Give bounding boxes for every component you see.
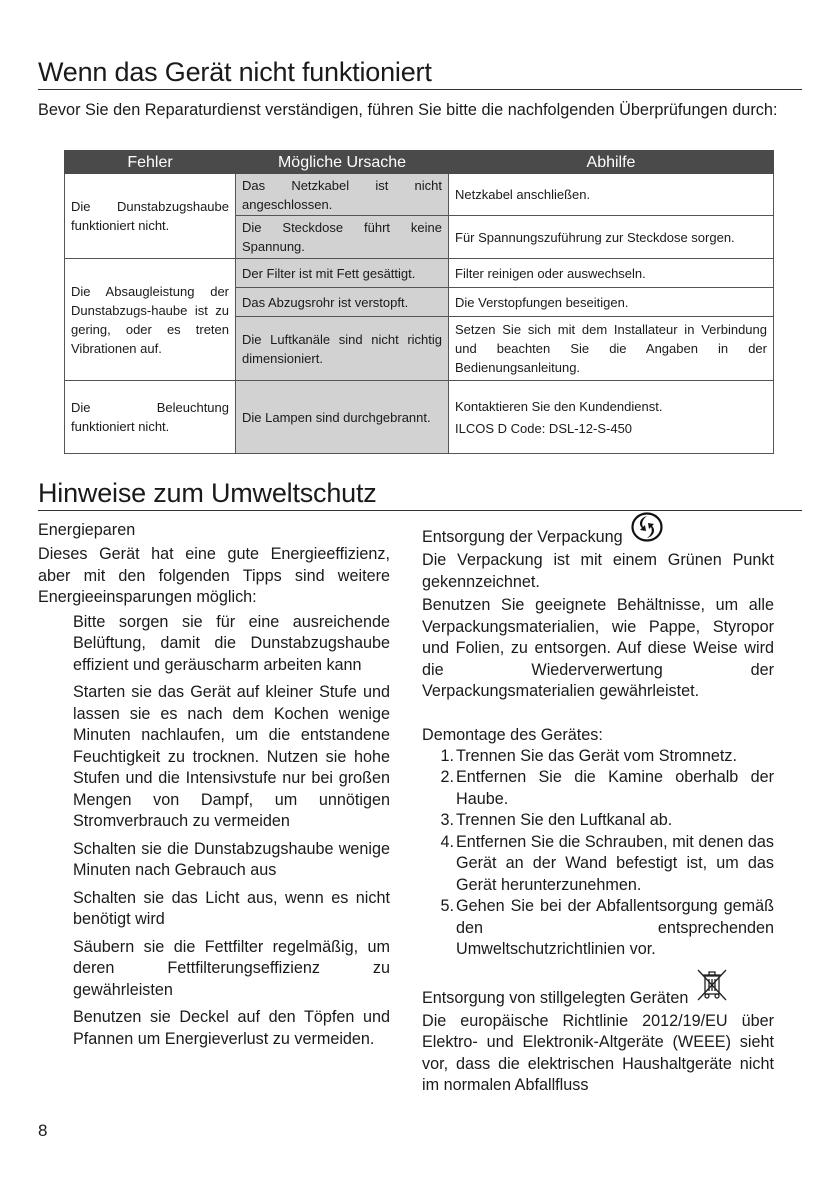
abhilfe-cell: Setzen Sie sich mit dem Installateur in Verbindung und beachten Sie die Angaben in der Bedienungsanleitung. — [449, 317, 774, 381]
list-item — [438, 767, 774, 810]
packaging-p2: Benutzen Sie geeignete Behältnisse, um alle Verpackungsmaterialien, wie Pappe, Styropor und Folien, zu entsorgen. Auf diese Weise wird die Wiederverwertung der Verpackungsmaterialien gewährleistet. — [422, 596, 774, 700]
green-dot-icon — [631, 512, 663, 548]
list-item: Starten sie das Gerät auf kleiner Stufe und lassen sie es nach dem Kochen wenige Minuten nachlaufen, um die entstandene Feuchtigkeit zu trocknen. Nutzen sie hohe Stufen und die Intensivstufe nur bei großen Mengen von Dampf, um unnötigen Stromverbrauch zu vermeiden — [73, 683, 390, 830]
table-row — [65, 381, 774, 454]
step-number: 4. — [440, 832, 454, 851]
header-abhilfe: Abhilfe — [449, 151, 774, 174]
ursache-cell: Die Luftkanäle sind nicht richtig dimensioniert. — [236, 317, 449, 381]
step-number: 2. — [440, 768, 454, 786]
step-text: Gehen Sie bei der Abfallentsorgung gemäß den entsprechenden Umweltschutzrichtlinien vor. — [456, 897, 774, 958]
energy-intro: Dieses Gerät hat eine gute Energieeffizienz, aber mit den folgenden Tipps sind weitere Energieeinsparungen möglich: — [38, 545, 390, 606]
list-item: Schalten sie das Licht aus, wenn es nicht benötigt wird — [73, 888, 390, 928]
crossed-bin-icon — [695, 967, 729, 1009]
packaging-heading-line — [422, 512, 774, 548]
disposal-column — [422, 512, 774, 1097]
ursache-cell: Das Netzkabel ist nicht angeschlossen. — [236, 174, 449, 216]
ursache-cell: Das Abzugsrohr ist verstopft. — [236, 288, 449, 317]
demontage-heading: Demontage des Gerätes: — [422, 725, 603, 744]
abhilfe-line: Kontaktieren Sie den Kundendienst. — [455, 398, 663, 414]
step-text: Entfernen Sie die Kamine oberhalb der Haube. — [456, 768, 774, 808]
list-item — [438, 832, 774, 897]
table-row — [65, 259, 774, 288]
list-item: Bitte sorgen sie für eine ausreichende Belüftung, damit die Dunstabzugshaube effizient und geräuscharm arbeiten kann — [73, 612, 390, 674]
fehler-cell: Die Beleuchtung funktioniert nicht. — [65, 381, 236, 454]
abhilfe-cell: Netzkabel anschließen. — [449, 174, 774, 216]
table-row — [65, 174, 774, 216]
step-number: 1. — [440, 746, 454, 765]
step-number: 3. — [440, 811, 454, 829]
section-title-troubleshooting: Wenn das Gerät nicht funktioniert — [38, 56, 802, 90]
ursache-cell: Der Filter ist mit Fett gesättigt. — [236, 259, 449, 288]
table-header-row — [65, 151, 774, 174]
disposal-text: Die europäische Richtlinie 2012/19/EU über Elektro- und Elektronik-Altgeräte (WEEE) sieht vor, dass die elektrischen Haushaltgeräte nicht im normalen Abfallfluss — [422, 1011, 774, 1094]
energy-column — [38, 520, 390, 1056]
step-text: Trennen Sie das Gerät vom Stromnetz. — [456, 746, 738, 765]
list-item: Schalten sie die Dunstabzugshaube wenige Minuten nach Gebrauch aus — [73, 839, 390, 879]
troubleshooting-intro: Bevor Sie den Reparaturdienst verständigen, führen Sie bitte die nachfolgenden Überprüfungen durch: — [38, 101, 778, 119]
demontage-steps — [422, 746, 774, 961]
abhilfe-cell: Die Verstopfungen beseitigen. — [449, 288, 774, 317]
page-number: 8 — [38, 1121, 48, 1140]
ilcos-code: ILCOS D Code: DSL-12-S-450 — [455, 420, 633, 436]
header-ursache: Mögliche Ursache — [236, 151, 449, 174]
fehler-cell: Die Dunstabzugshaube funktioniert nicht. — [65, 174, 236, 259]
packaging-p1: Die Verpackung ist mit einem Grünen Punkt gekennzeichnet. — [422, 551, 774, 591]
disposal-heading: Entsorgung von stillgelegten Geräten — [422, 988, 689, 1007]
list-item — [438, 896, 774, 961]
troubleshooting-table — [64, 150, 774, 454]
list-item: Benutzen sie Deckel auf den Töpfen und Pfannen um Energieverlust zu vermeiden. — [73, 1008, 390, 1048]
header-fehler: Fehler — [65, 151, 236, 174]
energy-tips-list — [38, 612, 390, 1051]
step-text: Trennen Sie den Luftkanal ab. — [456, 811, 673, 829]
abhilfe-cell — [449, 381, 774, 454]
ursache-cell: Die Steckdose führt keine Spannung. — [236, 216, 449, 259]
list-item: Säubern sie die Fettfilter regelmäßig, um deren Fettfilterungseffizienz zu gewährleisten — [73, 937, 390, 999]
step-number: 5. — [440, 897, 454, 915]
energy-heading: Energieparen — [38, 521, 136, 539]
fehler-cell: Die Absaugleistung der Dunstabzugs-haube ist zu gering, oder es treten Vibrationen auf. — [65, 259, 236, 381]
ursache-cell: Die Lampen sind durchgebrannt. — [236, 381, 449, 454]
disposal-heading-line — [422, 967, 774, 1009]
packaging-heading: Entsorgung der Verpackung — [422, 528, 623, 546]
section-title-environment: Hinweise zum Umweltschutz — [38, 477, 802, 511]
list-item — [438, 746, 774, 768]
list-item — [438, 810, 774, 832]
step-text: Entfernen Sie die Schrauben, mit denen das Gerät an der Wand befestigt ist, um das Gerät herunterzunehmen. — [456, 832, 774, 894]
abhilfe-cell: Für Spannungszuführung zur Steckdose sorgen. — [449, 216, 774, 259]
abhilfe-cell: Filter reinigen oder auswechseln. — [449, 259, 774, 288]
